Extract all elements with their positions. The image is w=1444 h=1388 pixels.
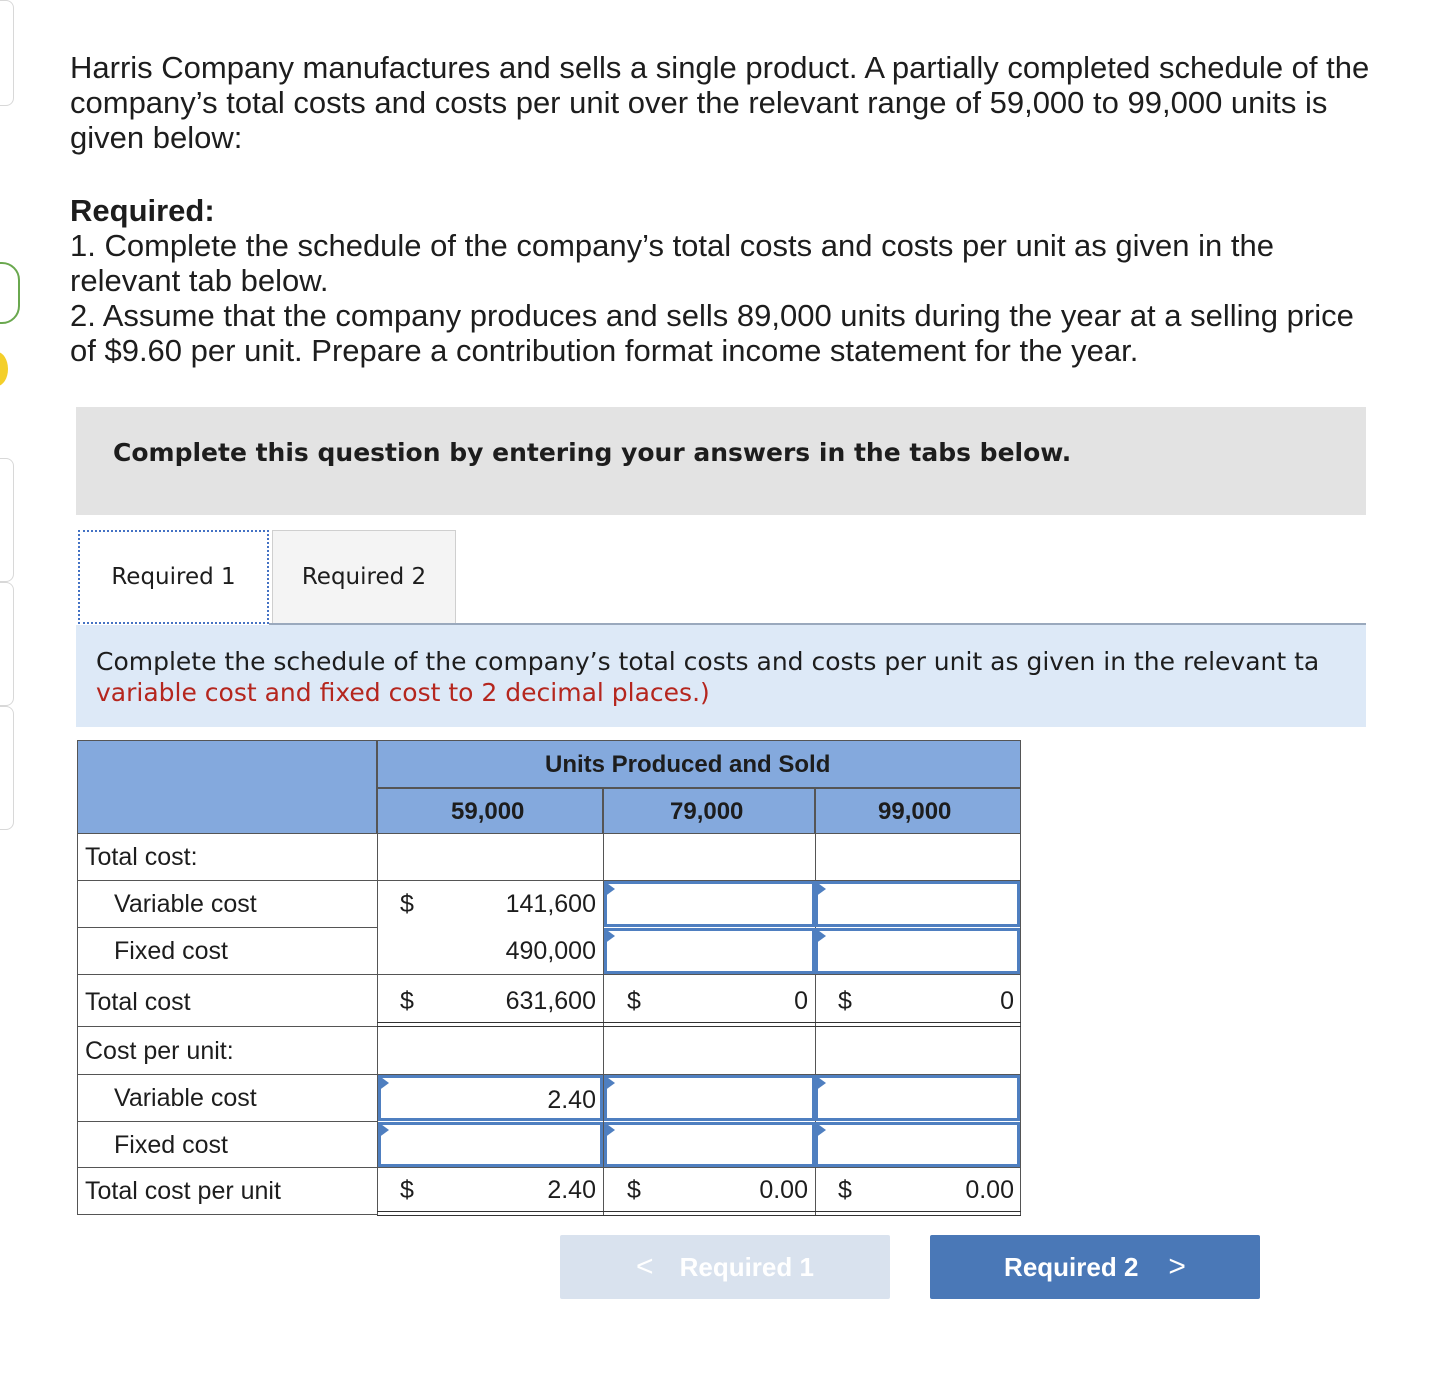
row-label-variable-cost: Variable cost <box>114 890 257 918</box>
col-label-99000: 99,000 <box>878 798 952 825</box>
banner-text: Complete this question by entering your answers in the tabs below. <box>113 438 1072 467</box>
edge-card <box>0 458 14 582</box>
tab-required-2[interactable] <box>272 530 456 624</box>
grid-line <box>77 1167 1021 1168</box>
requirement-1: 1. Complete the schedule of the company’s total costs and costs per unit as given in the relevant tab below. <box>70 228 1274 298</box>
input-unit-fixed-cost-99000[interactable] <box>815 1122 1020 1167</box>
row-label-unit-fixed-cost: Fixed cost <box>114 1131 228 1159</box>
edge-status-indicator <box>0 262 20 324</box>
header-label-cell <box>77 740 377 834</box>
tab-label: Required 2 <box>301 564 427 590</box>
value-total-cost-99000: 0 <box>1000 987 1014 1015</box>
prev-required-1-button[interactable] <box>560 1235 890 1299</box>
row-label-cost-per-unit-heading: Cost per unit: <box>85 1037 234 1065</box>
instruction-line-1: Complete the schedule of the company’s total costs and costs per unit as given in the relevant ta <box>96 647 1320 676</box>
input-unit-fixed-cost-59000[interactable] <box>378 1122 603 1167</box>
total-double-underline <box>377 1211 1021 1216</box>
value-total-cost-79000: 0 <box>794 987 808 1015</box>
input-unit-variable-cost-59000[interactable] <box>378 1075 603 1121</box>
edge-card <box>0 0 14 106</box>
tab-label: Required 1 <box>111 564 236 590</box>
tab-required-1[interactable] <box>78 530 269 624</box>
question-text <box>70 50 1370 368</box>
grid-line <box>77 927 377 928</box>
row-label-total-cost-per-unit: Total cost per unit <box>85 1177 281 1205</box>
grid-line <box>77 974 1021 975</box>
value-total-per-unit-99000: 0.00 <box>965 1176 1014 1204</box>
currency-symbol: $ <box>838 987 852 1015</box>
col-label-79000: 79,000 <box>670 798 744 825</box>
input-fixed-cost-79000[interactable] <box>604 928 815 974</box>
required-heading: Required: <box>70 193 215 228</box>
tab-instructions <box>76 625 1366 727</box>
next-button-label: Required 2 <box>1004 1251 1139 1282</box>
edge-card <box>0 706 14 830</box>
value-total-per-unit-79000: 0.00 <box>759 1176 808 1204</box>
row-label-fixed-cost: Fixed cost <box>114 937 228 965</box>
currency-symbol: $ <box>627 1176 641 1204</box>
currency-symbol: $ <box>400 987 414 1015</box>
value-unit-variable-59000: 2.40 <box>547 1086 596 1114</box>
currency-symbol: $ <box>400 890 414 918</box>
chevron-left-icon: < <box>636 1250 654 1283</box>
header-units-produced: Units Produced and Sold <box>545 751 831 778</box>
input-fixed-cost-99000[interactable] <box>815 928 1020 974</box>
row-label-total-cost-heading: Total cost: <box>85 843 198 871</box>
instruction-banner <box>76 407 1366 515</box>
currency-symbol: $ <box>627 987 641 1015</box>
intro-paragraph: Harris Company manufactures and sells a single product. A partially completed schedule of the company’s total costs and costs per unit over the relevant range of 59,000 to 99,000 units is given below: <box>70 50 1370 155</box>
grid-line <box>77 1121 377 1122</box>
input-unit-fixed-cost-79000[interactable] <box>604 1122 815 1167</box>
grid-line <box>77 1214 377 1215</box>
instruction-line-2: variable cost and fixed cost to 2 decimal places.) <box>96 678 710 707</box>
row-label-unit-variable-cost: Variable cost <box>114 1084 257 1112</box>
col-label-59000: 59,000 <box>451 798 525 825</box>
grid-line <box>77 834 78 1215</box>
requirement-2: 2. Assume that the company produces and sells 89,000 units during the year at a selling price of $9.60 per unit. Prepare a contribution format income statement for the year. <box>70 298 1354 368</box>
value-total-cost-59000: 631,600 <box>505 987 596 1015</box>
value-total-per-unit-59000: 2.40 <box>547 1176 596 1204</box>
input-unit-variable-cost-99000[interactable] <box>815 1075 1020 1121</box>
currency-symbol: $ <box>838 1176 852 1204</box>
edge-card <box>0 582 14 706</box>
next-required-2-button[interactable] <box>930 1235 1260 1299</box>
edge-highlight-dot <box>0 352 8 386</box>
value-fixed-cost-59000: 490,000 <box>505 937 596 965</box>
input-unit-variable-cost-79000[interactable] <box>604 1075 815 1121</box>
total-double-underline <box>377 1022 1021 1027</box>
value-variable-cost-59000: 141,600 <box>505 890 596 918</box>
prev-button-label: Required 1 <box>679 1251 814 1282</box>
chevron-right-icon: > <box>1168 1250 1186 1283</box>
input-variable-cost-79000[interactable] <box>604 881 815 927</box>
row-label-total-cost: Total cost <box>85 988 191 1016</box>
currency-symbol: $ <box>400 1176 414 1204</box>
input-variable-cost-99000[interactable] <box>815 881 1020 927</box>
